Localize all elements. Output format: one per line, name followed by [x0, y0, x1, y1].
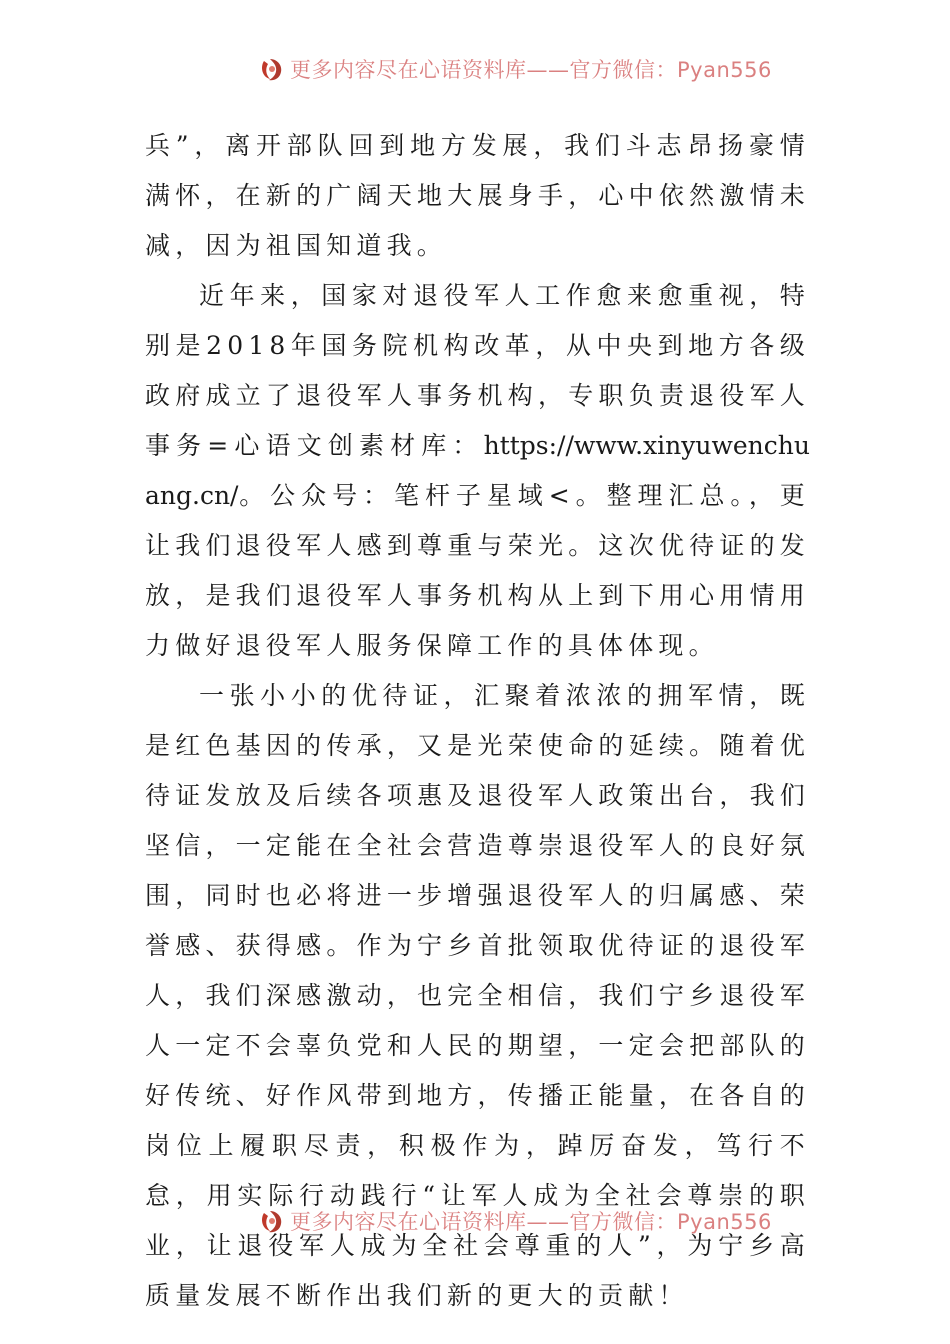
watermark-text: 更多内容尽在心语资料库——官方微信：Pyan556 [290, 58, 772, 82]
watermark-header [0, 54, 950, 84]
paragraph-2 [145, 271, 810, 671]
brand-logo-icon [258, 1207, 286, 1235]
paragraph-2-text-b: 。公众号：笔杆子星域<。整理汇总。，更让我们退役军人感到尊重与荣光。这次优待证的发放，是我们退役军人事务机构从上到下用心用情用力做好退役军人服务保障工作的具体体现。 [145, 481, 810, 660]
watermark-text: 更多内容尽在心语资料库——官方微信：Pyan556 [290, 1210, 772, 1234]
website-link[interactable]: https://www.xinyuwenchuang.cn/ [145, 431, 810, 510]
brand-logo-icon [258, 55, 286, 83]
paragraph-3: 一张小小的优待证，汇聚着浓浓的拥军情，既是红色基因的传承，又是光荣使命的延续。随着优待证发放及后续各项惠及退役军人政策出台，我们坚信，一定能在全社会营造尊崇退役军人的良好氛围，同时也必将进一步增强退役军人的归属感、荣誉感、获得感。作为宁乡首批领取优待证的退役军人，我们深感激动，也完全相信，我们宁乡退役军人一定不会辜负党和人民的期望，一定会把部队的好传统、好作风带到地方，传播正能量，在各自的岗位上履职尽责，积极作为，踔厉奋发，笃行不怠，用实际行动践行“让军人成为全社会尊崇的职业，让退役军人成为全社会尊重的人”，为宁乡高质量发展不断作出我们新的更大的贡献！ [145, 681, 810, 1310]
paragraph-2-text-a: 近年来，国家对退役军人工作愈来愈重视，特别是2018年国务院机构改革，从中央到地方各级政府成立了退役军人事务机构，专职负责退役军人事务=心语文创素材库： [145, 281, 810, 460]
watermark-footer [0, 1206, 950, 1236]
paragraph-1: 兵”，离开部队回到地方发展，我们斗志昂扬豪情满怀，在新的广阔天地大展身手，心中依然激情未减，因为祖国知道我。 [145, 131, 810, 260]
document-body [145, 121, 810, 1321]
